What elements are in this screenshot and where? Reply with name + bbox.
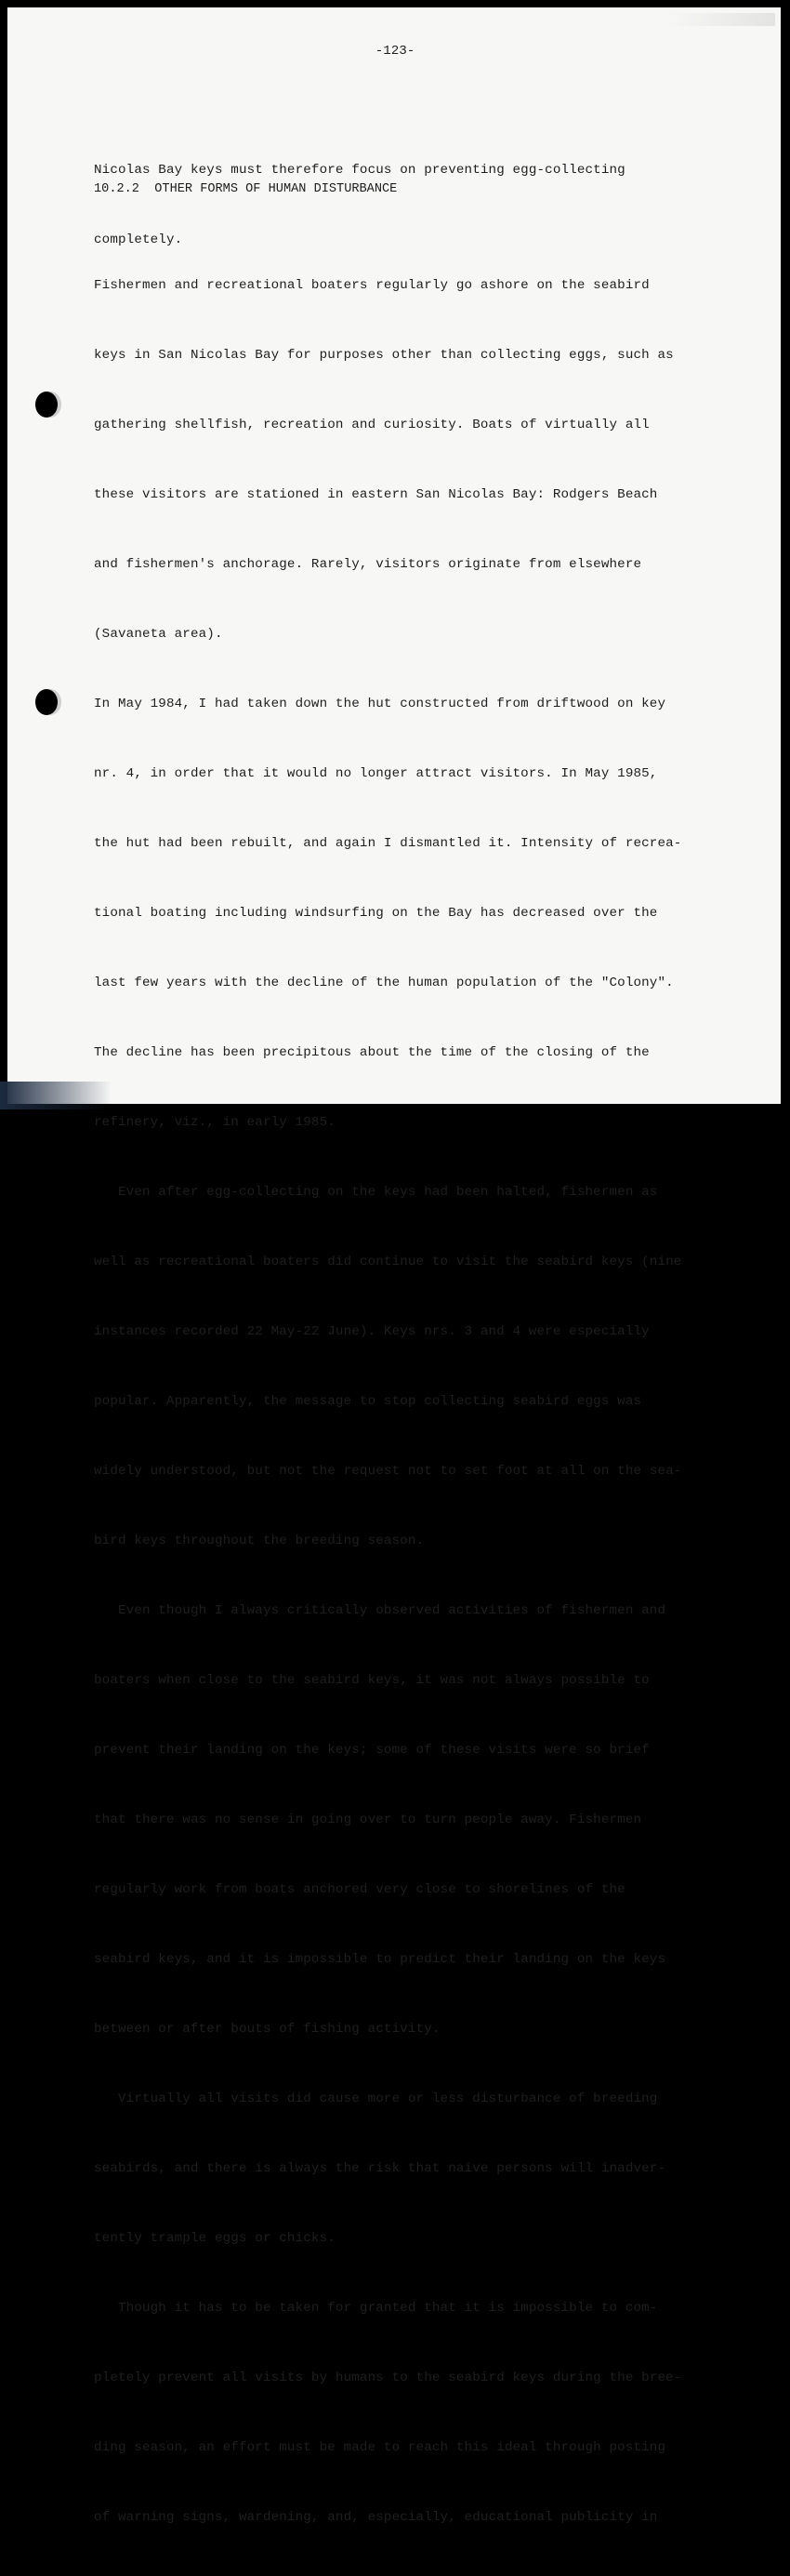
text-line: gathering shellfish, recreation and curiosity. Boats of virtually all <box>94 418 650 432</box>
text-line: regularly work from boats anchored very close to shorelines of the <box>94 1882 625 1897</box>
punch-hole-icon <box>35 392 58 418</box>
body-text <box>94 228 681 2576</box>
scan-artifact <box>668 13 775 26</box>
page-number: -123- <box>375 44 415 59</box>
text-line: instances recorded 22 May-22 June). Keys nrs. 3 and 4 were especially <box>94 1324 650 1339</box>
text-line: of warning signs, wardening, and, especially, educational publicity in <box>94 2510 658 2525</box>
text-line: Nicolas Bay keys must therefore focus on preventing egg-collecting <box>94 163 625 178</box>
text-line: boaters when close to the seabird keys, it was not always possible to <box>94 1673 650 1688</box>
text-line: that there was no sense in going over to turn people away. Fishermen <box>94 1812 642 1827</box>
text-line: Even after egg-collecting on the keys had been halted, fishermen as <box>94 1185 658 1200</box>
text-line: tently trample eggs or chicks. <box>94 2231 336 2246</box>
text-line: (Savaneta area). <box>94 627 223 642</box>
text-line: tional boating including windsurfing on the Bay has decreased over the <box>94 906 658 921</box>
text-line: pletely prevent all visits by humans to the seabird keys during the bree- <box>94 2370 682 2385</box>
text-line: completely. <box>94 232 183 247</box>
text-line: Though it has to be taken for granted that it is impossible to com- <box>94 2301 658 2316</box>
text-line: these visitors are stationed in eastern San Nicolas Bay: Rodgers Beach <box>94 487 658 502</box>
text-line: keys in San Nicolas Bay for purposes other than collecting eggs, such as <box>94 348 674 363</box>
text-line: The decline has been precipitous about the time of the closing of the <box>94 1045 650 1060</box>
text-line: Even though I always critically observed activities of fishermen and <box>94 1603 666 1618</box>
text-line: bird keys throughout the breeding season. <box>94 1534 425 1548</box>
text-line: well as recreational boaters did continue to visit the seabird keys (nine <box>94 1255 682 1269</box>
text-line: Virtually all visits did cause more or less disturbance of breeding <box>94 2091 658 2106</box>
text-line: seabird keys, and it is impossible to predict their landing on the keys <box>94 1952 666 1967</box>
text-line: ding season, an effort must be made to reach this ideal through posting <box>94 2440 666 2455</box>
text-line: seabirds, and there is always the risk that naive persons will inadver- <box>94 2161 666 2176</box>
text-line: widely understood, but not the request not to set foot at all on the sea- <box>94 1464 682 1479</box>
text-line: the hut had been rebuilt, and again I dismantled it. Intensity of recrea- <box>94 836 682 851</box>
text-line: Fishermen and recreational boaters regularly go ashore on the seabird <box>94 278 650 293</box>
text-line: last few years with the decline of the human population of the "Colony". <box>94 976 674 990</box>
text-line: between or after bouts of fishing activity. <box>94 2022 441 2037</box>
text-line: nr. 4, in order that it would no longer attract visitors. In May 1985, <box>94 766 658 781</box>
text-line: prevent their landing on the keys; some of these visits were so brief <box>94 1743 650 1758</box>
text-line: In May 1984, I had taken down the hut constructed from driftwood on key <box>94 697 666 711</box>
punch-hole-icon <box>35 689 58 715</box>
text-line: and fishermen's anchorage. Rarely, visitors originate from elsewhere <box>94 557 642 572</box>
text-line: refinery, viz., in early 1985. <box>94 1115 336 1130</box>
text-line: popular. Apparently, the message to stop collecting seabird eggs was <box>94 1394 642 1409</box>
section-heading: 10.2.2 OTHER FORMS OF HUMAN DISTURBANCE <box>94 182 398 196</box>
